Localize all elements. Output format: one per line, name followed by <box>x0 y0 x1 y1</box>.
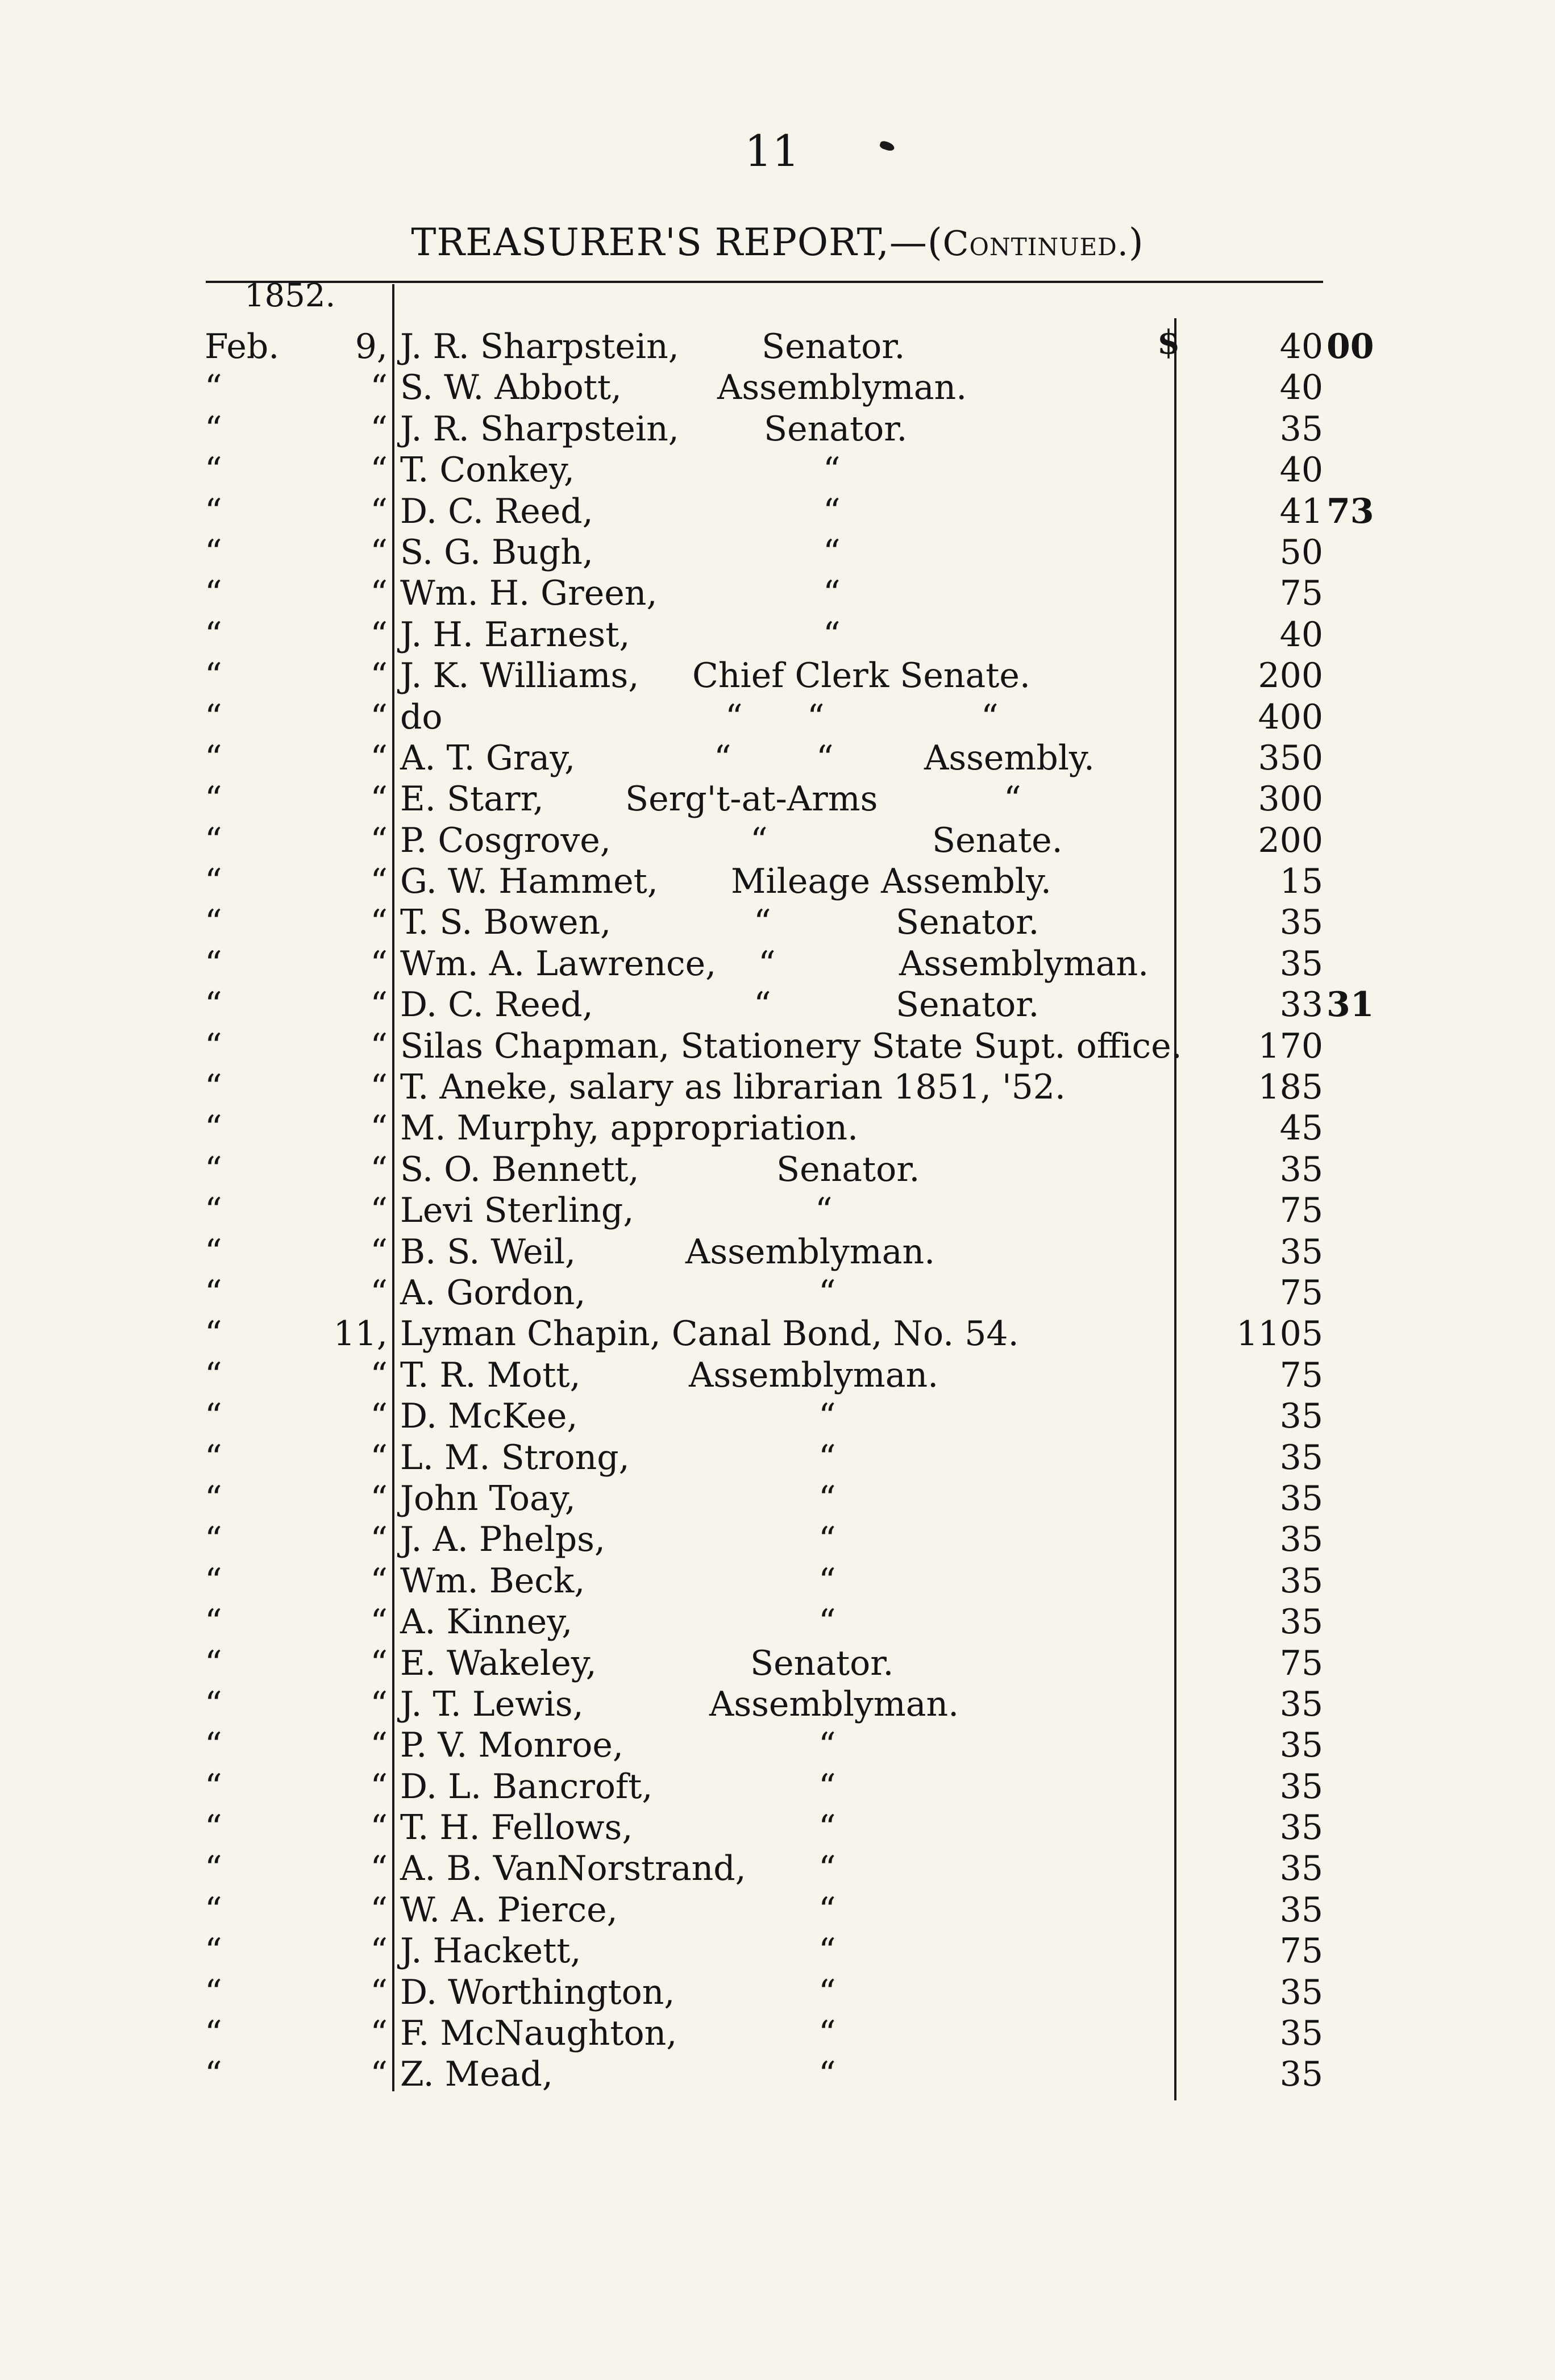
entry-description: Assemblyman. <box>685 1231 936 1272</box>
entry-day: “ <box>370 1849 388 1889</box>
ledger-row <box>0 1848 1555 1889</box>
entry-month: “ <box>205 2054 222 2095</box>
entry-month: “ <box>205 862 222 902</box>
entry-day: “ <box>370 1602 388 1642</box>
ink-mark-icon <box>879 140 895 152</box>
ledger-row <box>0 1149 1555 1190</box>
entry-month: “ <box>205 779 222 819</box>
entry-amount: 40 <box>1279 368 1323 408</box>
entry-month: “ <box>205 1766 222 1807</box>
entry-day: “ <box>370 1725 388 1766</box>
entry-amount: 35 <box>1279 1602 1323 1642</box>
entry-amount: 185 <box>1258 1067 1323 1108</box>
entry-description: “ <box>818 1437 836 1478</box>
entry-cents: 31 <box>1327 985 1374 1025</box>
entry-amount: 35 <box>1279 1437 1323 1478</box>
entry-description: Chief Clerk Senate. <box>692 656 1030 696</box>
entry-month: “ <box>205 1231 222 1272</box>
ledger-row <box>0 450 1555 490</box>
entry-month: “ <box>205 1067 222 1108</box>
entry-payee: T. R. Mott, <box>400 1355 581 1395</box>
entry-payee: J. A. Phelps, <box>400 1520 605 1560</box>
entry-amount: 35 <box>1279 902 1323 943</box>
entry-amount: 35 <box>1279 1520 1323 1560</box>
entry-amount: 40 <box>1279 614 1323 655</box>
entry-month: “ <box>205 1520 222 1560</box>
entry-payee: M. Murphy, appropriation. <box>400 1108 859 1149</box>
entry-payee: J. K. Williams, <box>400 656 639 696</box>
entry-description: “ <box>981 697 999 737</box>
entry-amount: 75 <box>1279 1191 1323 1231</box>
ledger-row <box>0 1643 1555 1684</box>
ledger-row <box>0 1313 1555 1354</box>
entry-payee: E. Starr, <box>400 779 544 819</box>
entry-day: “ <box>370 1478 388 1518</box>
entry-description: “ <box>823 614 841 655</box>
entry-amount: 35 <box>1279 1149 1323 1189</box>
entry-description: Assemblyman. <box>709 1684 959 1724</box>
ledger-row <box>0 1684 1555 1725</box>
entry-day: “ <box>370 614 388 655</box>
entry-cents: 73 <box>1327 491 1374 531</box>
entry-amount: 35 <box>1279 943 1323 984</box>
entry-description: “ <box>823 532 841 572</box>
ledger-row <box>0 1725 1555 1766</box>
entry-amount: 15 <box>1279 862 1323 902</box>
entry-day: “ <box>370 1026 388 1066</box>
entry-amount: 35 <box>1279 1808 1323 1848</box>
entry-description: “ <box>818 1931 836 1971</box>
entry-month: “ <box>205 368 222 408</box>
entry-month: “ <box>205 1026 222 1066</box>
entry-amount: 200 <box>1258 820 1323 860</box>
entry-description: “ <box>818 1396 836 1437</box>
entry-description: “ <box>758 943 776 984</box>
entry-day: “ <box>370 985 388 1025</box>
entry-day: “ <box>370 1684 388 1724</box>
entry-amount: 35 <box>1279 1849 1323 1889</box>
entry-payee: D. C. Reed, <box>400 491 593 531</box>
entry-payee: A. Gordon, <box>400 1272 586 1313</box>
entry-amount: 35 <box>1279 1766 1323 1807</box>
entry-payee: Levi Sterling, <box>400 1191 634 1231</box>
entry-payee: J. Hackett, <box>400 1931 581 1971</box>
entry-payee: Lyman Chapin, Canal Bond, No. 54. <box>400 1314 1019 1354</box>
ledger-row <box>0 2054 1555 2095</box>
entry-day: “ <box>370 368 388 408</box>
ledger-row <box>0 1519 1555 1560</box>
entry-payee: T. H. Fellows, <box>400 1808 633 1848</box>
ledger-row <box>0 655 1555 696</box>
entry-amount: 35 <box>1279 2054 1323 2095</box>
ledger-row <box>0 2013 1555 2054</box>
entry-description: “ <box>818 1478 836 1518</box>
entry-description: Senator. <box>776 1149 920 1189</box>
entry-day: “ <box>370 1972 388 2012</box>
entry-description: “ <box>818 1602 836 1642</box>
running-title-main: TREASURER'S REPORT,—( <box>411 220 943 264</box>
ledger-row <box>0 1766 1555 1807</box>
entry-day: “ <box>370 1191 388 1231</box>
entry-description: Senator. <box>762 327 905 367</box>
entry-payee: W. A. Pierce, <box>400 1890 618 1930</box>
entry-day: “ <box>370 1437 388 1478</box>
entry-month: “ <box>205 1314 222 1354</box>
entry-day: “ <box>370 1890 388 1930</box>
entry-month: “ <box>205 532 222 572</box>
entry-month: “ <box>205 409 222 449</box>
entry-amount: 35 <box>1279 1396 1323 1437</box>
entry-description: “ <box>807 697 825 737</box>
ledger-row <box>0 820 1555 861</box>
entry-amount: 1105 <box>1236 1314 1323 1354</box>
ledger-row <box>0 1272 1555 1313</box>
entry-description: “ <box>818 1849 836 1889</box>
ledger-row <box>0 861 1555 902</box>
entry-description: Assemblyman. <box>717 368 967 408</box>
ledger-row <box>0 697 1555 738</box>
entry-payee: P. V. Monroe, <box>400 1725 623 1766</box>
entry-day: “ <box>370 1766 388 1807</box>
entry-payee: P. Cosgrove, <box>400 820 611 860</box>
entry-month: “ <box>205 1808 222 1848</box>
entry-amount: 35 <box>1279 1478 1323 1518</box>
ledger-row <box>0 532 1555 573</box>
entry-cents: 00 <box>1327 327 1374 367</box>
entry-day: “ <box>370 450 388 490</box>
entry-payee: G. W. Hammet, <box>400 862 658 902</box>
ledger-row <box>0 1601 1555 1642</box>
entry-day: “ <box>370 820 388 860</box>
entry-payee: J. R. Sharpstein, <box>400 409 679 449</box>
ledger-row <box>0 943 1555 984</box>
entry-description: “ <box>725 697 743 737</box>
ledger-row <box>0 1807 1555 1848</box>
entry-month: “ <box>205 697 222 737</box>
entry-month: “ <box>205 1972 222 2012</box>
entry-amount: 200 <box>1258 656 1323 696</box>
entry-payee: Z. Mead, <box>400 2054 553 2095</box>
running-title <box>0 220 1555 264</box>
entry-amount: 75 <box>1279 1931 1323 1971</box>
ledger-row <box>0 1972 1555 2013</box>
entry-month: “ <box>205 1849 222 1889</box>
entry-payee: L. M. Strong, <box>400 1437 630 1478</box>
entry-month: “ <box>205 902 222 943</box>
entry-month: “ <box>205 1643 222 1683</box>
entry-amount: 35 <box>1279 409 1323 449</box>
ledger-row <box>0 326 1555 367</box>
entry-day: 9, <box>355 327 388 367</box>
ledger-row <box>0 409 1555 450</box>
page-number: 11 <box>745 126 800 176</box>
entry-payee: D. L. Bancroft, <box>400 1766 653 1807</box>
entry-day: “ <box>370 1520 388 1560</box>
entry-month: “ <box>205 1191 222 1231</box>
entry-day: “ <box>370 1108 388 1149</box>
entry-amount: 75 <box>1279 1355 1323 1395</box>
entry-amount: 75 <box>1279 573 1323 614</box>
entry-description: Senator. <box>896 902 1040 943</box>
entry-amount: 50 <box>1279 532 1323 572</box>
entry-day: “ <box>370 1355 388 1395</box>
entry-month: “ <box>205 943 222 984</box>
entry-description: “ <box>754 902 771 943</box>
entry-amount: 35 <box>1279 2013 1323 2054</box>
entry-description: “ <box>818 1972 836 2012</box>
entry-description: “ <box>818 2013 836 2054</box>
ledger-row <box>0 1026 1555 1067</box>
entry-month: “ <box>205 1602 222 1642</box>
entry-month: “ <box>205 614 222 655</box>
entry-description: “ <box>818 1766 836 1807</box>
entry-month: “ <box>205 1684 222 1724</box>
entry-payee: F. McNaughton, <box>400 2013 677 2054</box>
entry-month: “ <box>205 573 222 614</box>
entry-day: “ <box>370 1272 388 1313</box>
ledger-row <box>0 1108 1555 1149</box>
entry-day: “ <box>370 1149 388 1189</box>
entry-description: “ <box>818 1520 836 1560</box>
entry-payee: D. McKee, <box>400 1396 578 1437</box>
entry-payee: A. T. Gray, <box>400 738 576 778</box>
entry-day: “ <box>370 697 388 737</box>
entry-description: “ <box>818 1561 836 1601</box>
entry-payee: A. B. VanNorstrand, <box>400 1849 746 1889</box>
entry-payee: Wm. Beck, <box>400 1561 585 1601</box>
entry-amount: 75 <box>1279 1643 1323 1683</box>
ledger-row <box>0 1478 1555 1519</box>
entry-description: “ <box>823 573 841 614</box>
entry-day: “ <box>370 532 388 572</box>
entry-day: 11, <box>333 1314 388 1354</box>
entry-day: “ <box>370 2013 388 2054</box>
entry-amount: 400 <box>1258 697 1323 737</box>
entry-day: “ <box>370 573 388 614</box>
entry-amount: 35 <box>1279 1231 1323 1272</box>
entry-payee: J. R. Sharpstein, <box>400 327 679 367</box>
entry-description: Mileage Assembly. <box>731 862 1051 902</box>
entry-month: “ <box>205 1396 222 1437</box>
entry-day: “ <box>370 409 388 449</box>
entry-amount: 300 <box>1258 779 1323 819</box>
entry-day: “ <box>370 1561 388 1601</box>
ledger-row <box>0 1561 1555 1601</box>
entry-month: “ <box>205 1561 222 1601</box>
entry-payee: John Toay, <box>400 1478 576 1518</box>
year-label: 1852. <box>244 277 336 314</box>
entry-description: “ <box>818 1808 836 1848</box>
entry-month: “ <box>205 1725 222 1766</box>
ledger-row <box>0 614 1555 655</box>
entry-description: “ <box>750 820 768 860</box>
ledger-row <box>0 902 1555 943</box>
entry-day: “ <box>370 656 388 696</box>
entry-description: Senator. <box>750 1643 894 1683</box>
ledger-row <box>0 1231 1555 1272</box>
ledger-row <box>0 1355 1555 1396</box>
entry-month: “ <box>205 985 222 1025</box>
entry-month: “ <box>205 1149 222 1189</box>
entry-day: “ <box>370 1931 388 1971</box>
entry-description: Senator. <box>764 409 908 449</box>
entry-payee: D. Worthington, <box>400 1972 675 2012</box>
entry-amount: 35 <box>1279 1972 1323 2012</box>
entry-description: “ <box>1004 779 1021 819</box>
entry-day: “ <box>370 902 388 943</box>
entry-description: Assemblyman. <box>899 943 1149 984</box>
entry-payee: Wm. A. Lawrence, <box>400 943 717 984</box>
entry-payee: Silas Chapman, Stationery State Supt. office. <box>400 1026 1182 1066</box>
entry-amount: 33 <box>1279 985 1323 1025</box>
ledger-entries <box>0 326 1555 2095</box>
entry-day: “ <box>370 779 388 819</box>
entry-month: “ <box>205 656 222 696</box>
entry-amount: 170 <box>1258 1026 1323 1066</box>
entry-description: “ <box>818 1890 836 1930</box>
entry-month: “ <box>205 450 222 490</box>
entry-day: “ <box>370 862 388 902</box>
entry-day: “ <box>370 943 388 984</box>
top-rule <box>206 281 1323 283</box>
entry-amount: 35 <box>1279 1725 1323 1766</box>
entry-payee: T. S. Bowen, <box>400 902 612 943</box>
ledger-row <box>0 573 1555 614</box>
entry-description: “ <box>816 738 834 778</box>
entry-description: Serg't-at-Arms <box>625 779 878 819</box>
entry-description: “ <box>823 450 841 490</box>
entry-description: Senate. <box>932 820 1063 860</box>
entry-amount: 35 <box>1279 1684 1323 1724</box>
entry-amount: 45 <box>1279 1108 1323 1149</box>
entry-description: “ <box>815 1191 833 1231</box>
ledger-row <box>0 1067 1555 1108</box>
entry-payee: D. C. Reed, <box>400 985 593 1025</box>
entry-amount: 40 <box>1279 450 1323 490</box>
entry-description: Assemblyman. <box>689 1355 939 1395</box>
entry-month: “ <box>205 491 222 531</box>
entry-payee: E. Wakeley, <box>400 1643 597 1683</box>
entry-payee: do <box>400 697 443 737</box>
ledger-row <box>0 1396 1555 1437</box>
entry-month: “ <box>205 1355 222 1395</box>
entry-payee: B. S. Weil, <box>400 1231 576 1272</box>
entry-month: “ <box>205 820 222 860</box>
entry-description: “ <box>818 1725 836 1766</box>
entry-amount: 35 <box>1279 1890 1323 1930</box>
entry-month: “ <box>205 1437 222 1478</box>
entry-month: “ <box>205 1478 222 1518</box>
entry-payee: S. O. Bennett, <box>400 1149 639 1189</box>
entry-day: “ <box>370 1808 388 1848</box>
entry-amount: 40 <box>1279 327 1323 367</box>
ledger-row <box>0 1437 1555 1478</box>
entry-month: “ <box>205 1890 222 1930</box>
entry-payee: S. G. Bugh, <box>400 532 593 572</box>
running-title-continued: Continued. <box>942 224 1129 264</box>
entry-payee: S. W. Abbott, <box>400 368 622 408</box>
entry-payee: J. T. Lewis, <box>400 1684 584 1724</box>
entry-month: “ <box>205 1108 222 1149</box>
dollar-sign: $ <box>1157 323 1180 361</box>
entry-amount: 41 <box>1279 491 1323 531</box>
entry-description: “ <box>818 2054 836 2095</box>
entry-payee: J. H. Earnest, <box>400 614 630 655</box>
entry-day: “ <box>370 2054 388 2095</box>
entry-day: “ <box>370 1231 388 1272</box>
running-title-close: ) <box>1128 220 1144 264</box>
entry-description: “ <box>714 738 731 778</box>
entry-day: “ <box>370 1067 388 1108</box>
entry-day: “ <box>370 738 388 778</box>
entry-description: Senator. <box>896 985 1040 1025</box>
entry-description: “ <box>823 491 841 531</box>
ledger-row <box>0 1890 1555 1930</box>
entry-payee: T. Aneke, salary as librarian 1851, '52. <box>400 1067 1066 1108</box>
entry-day: “ <box>370 1396 388 1437</box>
entry-amount: 75 <box>1279 1272 1323 1313</box>
entry-description: Assembly. <box>924 738 1095 778</box>
entry-amount: 35 <box>1279 1561 1323 1601</box>
ledger-row <box>0 491 1555 532</box>
entry-day: “ <box>370 1643 388 1683</box>
entry-month: “ <box>205 1931 222 1971</box>
entry-payee: Wm. H. Green, <box>400 573 658 614</box>
entry-month: Feb. <box>205 327 280 367</box>
entry-amount: 350 <box>1258 738 1323 778</box>
entry-month: “ <box>205 2013 222 2054</box>
entry-description: “ <box>754 985 771 1025</box>
ledger-row <box>0 984 1555 1025</box>
ledger-row <box>0 1190 1555 1231</box>
entry-description: “ <box>818 1272 836 1313</box>
entry-month: “ <box>205 738 222 778</box>
ledger-row <box>0 738 1555 779</box>
ledger-row <box>0 1930 1555 1971</box>
ledger-row <box>0 367 1555 408</box>
entry-payee: T. Conkey, <box>400 450 575 490</box>
entry-day: “ <box>370 491 388 531</box>
ledger-row <box>0 779 1555 819</box>
entry-payee: A. Kinney, <box>400 1602 573 1642</box>
entry-month: “ <box>205 1272 222 1313</box>
